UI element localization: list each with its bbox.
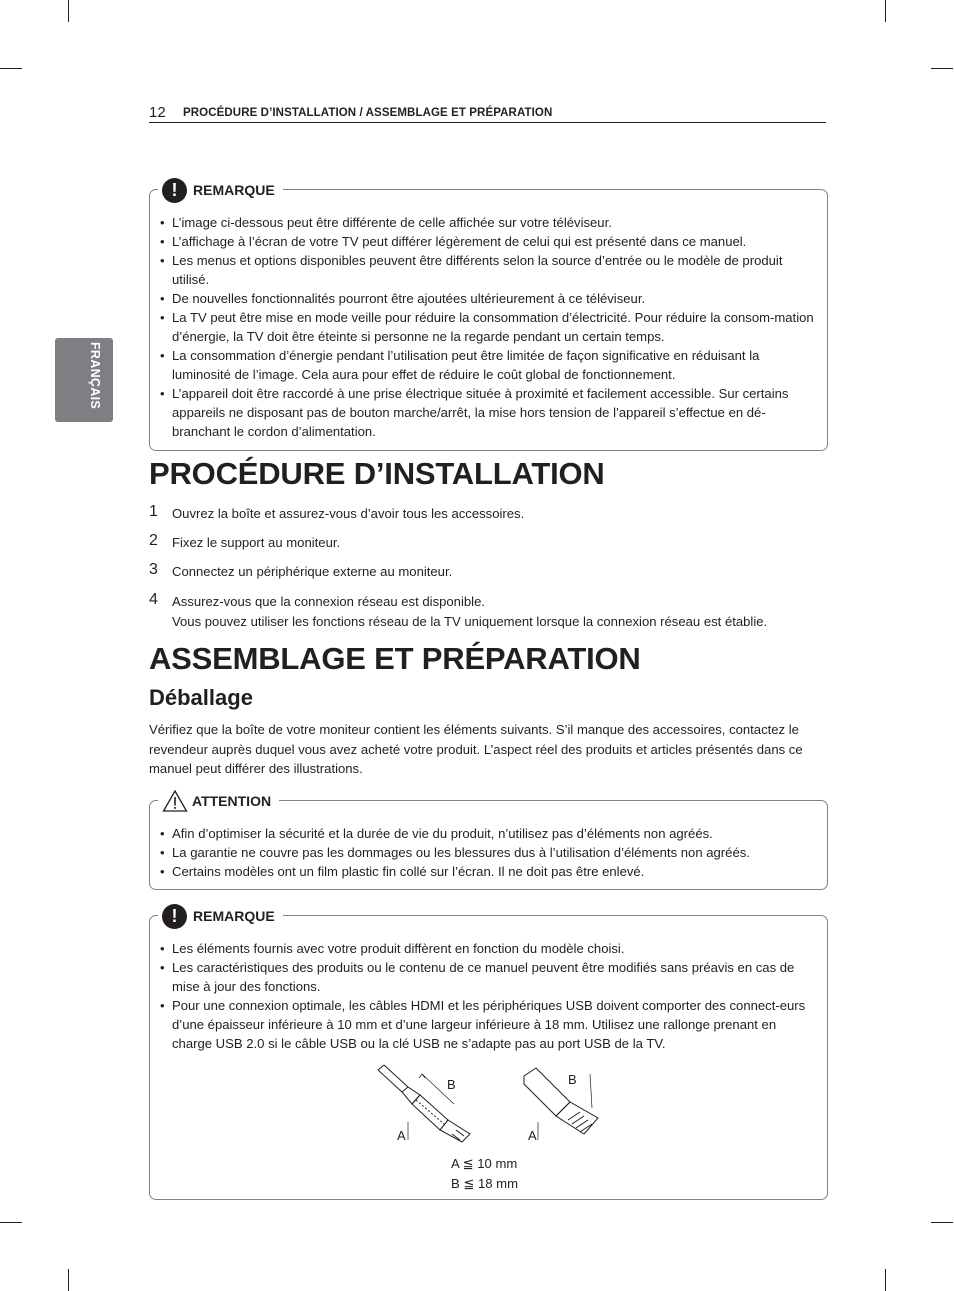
step-text: Fixez le support au moniteur. (172, 535, 341, 550)
step-item (149, 533, 839, 553)
crop-mark (885, 0, 886, 22)
figure-label-b: B (447, 1077, 456, 1092)
list-item: • La TV peut être mise en mode veille pour réduire la consommation d’électricité. Pour réduire la consom-mation d’énergie, la TV doit être éteinte si personne ne la regarde pendant un certain temps. (160, 308, 815, 346)
hdmi-cable-illustration (378, 1065, 470, 1142)
figure-label-a: A (397, 1128, 406, 1143)
exclamation-icon: ! (162, 904, 187, 929)
step-subtext: Vous pouvez utiliser les fonctions réseau de la TV uniquement lorsque la connexion réseau est établie. (172, 614, 768, 629)
step-item (149, 562, 839, 582)
note-label: REMARQUE (193, 182, 275, 198)
note-header (158, 177, 283, 203)
dimension-b: B ≦ 18 mm (451, 1175, 518, 1191)
crop-mark (931, 1222, 953, 1223)
crop-mark (931, 68, 953, 69)
step-text: Connectez un périphérique externe au moniteur. (172, 564, 453, 579)
crop-mark (885, 1269, 886, 1291)
step-item (149, 504, 839, 524)
step-number: 1 (149, 503, 158, 520)
running-header (149, 104, 826, 123)
crop-mark (0, 68, 22, 69)
step-number: 4 (149, 591, 158, 608)
attention-header (158, 788, 279, 814)
list-item: • L’affichage à l’écran de votre TV peut différer légèrement de celui qui est présenté dans ce manuel. (160, 232, 815, 251)
warning-triangle-icon (162, 789, 188, 813)
section-title: PROCÉDURE D’INSTALLATION / ASSEMBLAGE ET PRÉPARATION (183, 107, 553, 119)
step-text: Assurez-vous que la connexion réseau est disponible. (172, 594, 485, 609)
crop-mark (68, 0, 69, 22)
figure-label-b: B (568, 1072, 577, 1087)
exclamation-icon: ! (162, 178, 187, 203)
list-item: • La consommation d’énergie pendant l’utilisation peut être limitée de façon significative en réduisant la luminosité de l’image. Cela aura pour effet de réduire le coût global de fonctionnement. (160, 346, 815, 384)
note-box (149, 179, 828, 451)
installation-steps (149, 504, 839, 632)
list-item: • Les menus et options disponibles peuvent être différents selon la source d’entrée ou le modèle de produit utilisé. (160, 251, 815, 289)
step-item (149, 592, 839, 632)
list-item: • Les caractéristiques des produits ou le contenu de ce manuel peuvent être modifiés sans préavis en cas de mise à jour des fonctions. (160, 958, 815, 996)
note-label: REMARQUE (193, 908, 275, 924)
unpacking-intro: Vérifiez que la boîte de votre moniteur contient les éléments suivants. S’il manque des accessoires, contactez le revendeur auprès duquel vous avez acheté votre produit. L’aspect réel des produits et articles présentés dans ce manuel peut différer des illustrations. (149, 722, 803, 776)
note-header (158, 903, 283, 929)
connector-size-figure (370, 1062, 620, 1148)
language-label: FRANÇAIS (88, 342, 102, 409)
step-number: 3 (149, 561, 158, 578)
assembly-heading: ASSEMBLAGE ET PRÉPARATION (149, 641, 641, 676)
list-item: • Afin d’optimiser la sécurité et la durée de vie du produit, n’utilisez pas d’éléments non agréés. (160, 824, 815, 843)
dimension-a: A ≦ 10 mm (451, 1156, 518, 1171)
note-list (160, 213, 815, 441)
step-number: 2 (149, 532, 158, 549)
note-list (160, 939, 815, 1053)
list-item: • Les éléments fournis avec votre produit diffèrent en fonction du modèle choisi. (160, 939, 815, 958)
attention-list (160, 824, 815, 881)
page-number: 12 (149, 104, 166, 121)
language-tab (55, 338, 113, 422)
crop-mark (0, 1222, 22, 1223)
step-text: Ouvrez la boîte et assurez-vous d’avoir tous les accessoires. (172, 506, 525, 521)
installation-heading: PROCÉDURE D’INSTALLATION (149, 456, 605, 491)
list-item: • La garantie ne couvre pas les dommages ou les blessures dus à l’utilisation d’éléments non agréés. (160, 843, 815, 862)
attention-label: ATTENTION (192, 793, 272, 809)
attention-box (149, 793, 828, 890)
list-item: • Pour une connexion optimale, les câbles HDMI et les périphériques USB doivent comporter des connect-eurs d’une épaisseur inférieure à 10 mm et d’une largeur inférieure à 18 mm. Utilisez une rallonge prenant en charge USB 2.0 si le câble USB ou la clé USB ne s’adapte pas au port USB de la TV. (160, 996, 815, 1053)
list-item: • L’image ci-dessous peut être différente de celle affichée sur votre téléviseur. (160, 213, 815, 232)
list-item: • L’appareil doit être raccordé à une prise électrique située à proximité et facilement accessible. Sur certains appareils ne disposant pas de bouton marche/arrêt, la mise hors tension de l’appareil s’effectue en dé-branchant le cordon d’alimentation. (160, 384, 815, 441)
list-item: • Certains modèles ont un film plastic fin collé sur l’écran. Il ne doit pas être enlevé. (160, 862, 815, 881)
unpacking-heading: Déballage (149, 685, 253, 710)
list-item: • De nouvelles fonctionnalités pourront être ajoutées ultérieurement à ce téléviseur. (160, 289, 815, 308)
figure-label-a: A (528, 1128, 537, 1143)
crop-mark (68, 1269, 69, 1291)
connector-dimensions (451, 1154, 518, 1193)
